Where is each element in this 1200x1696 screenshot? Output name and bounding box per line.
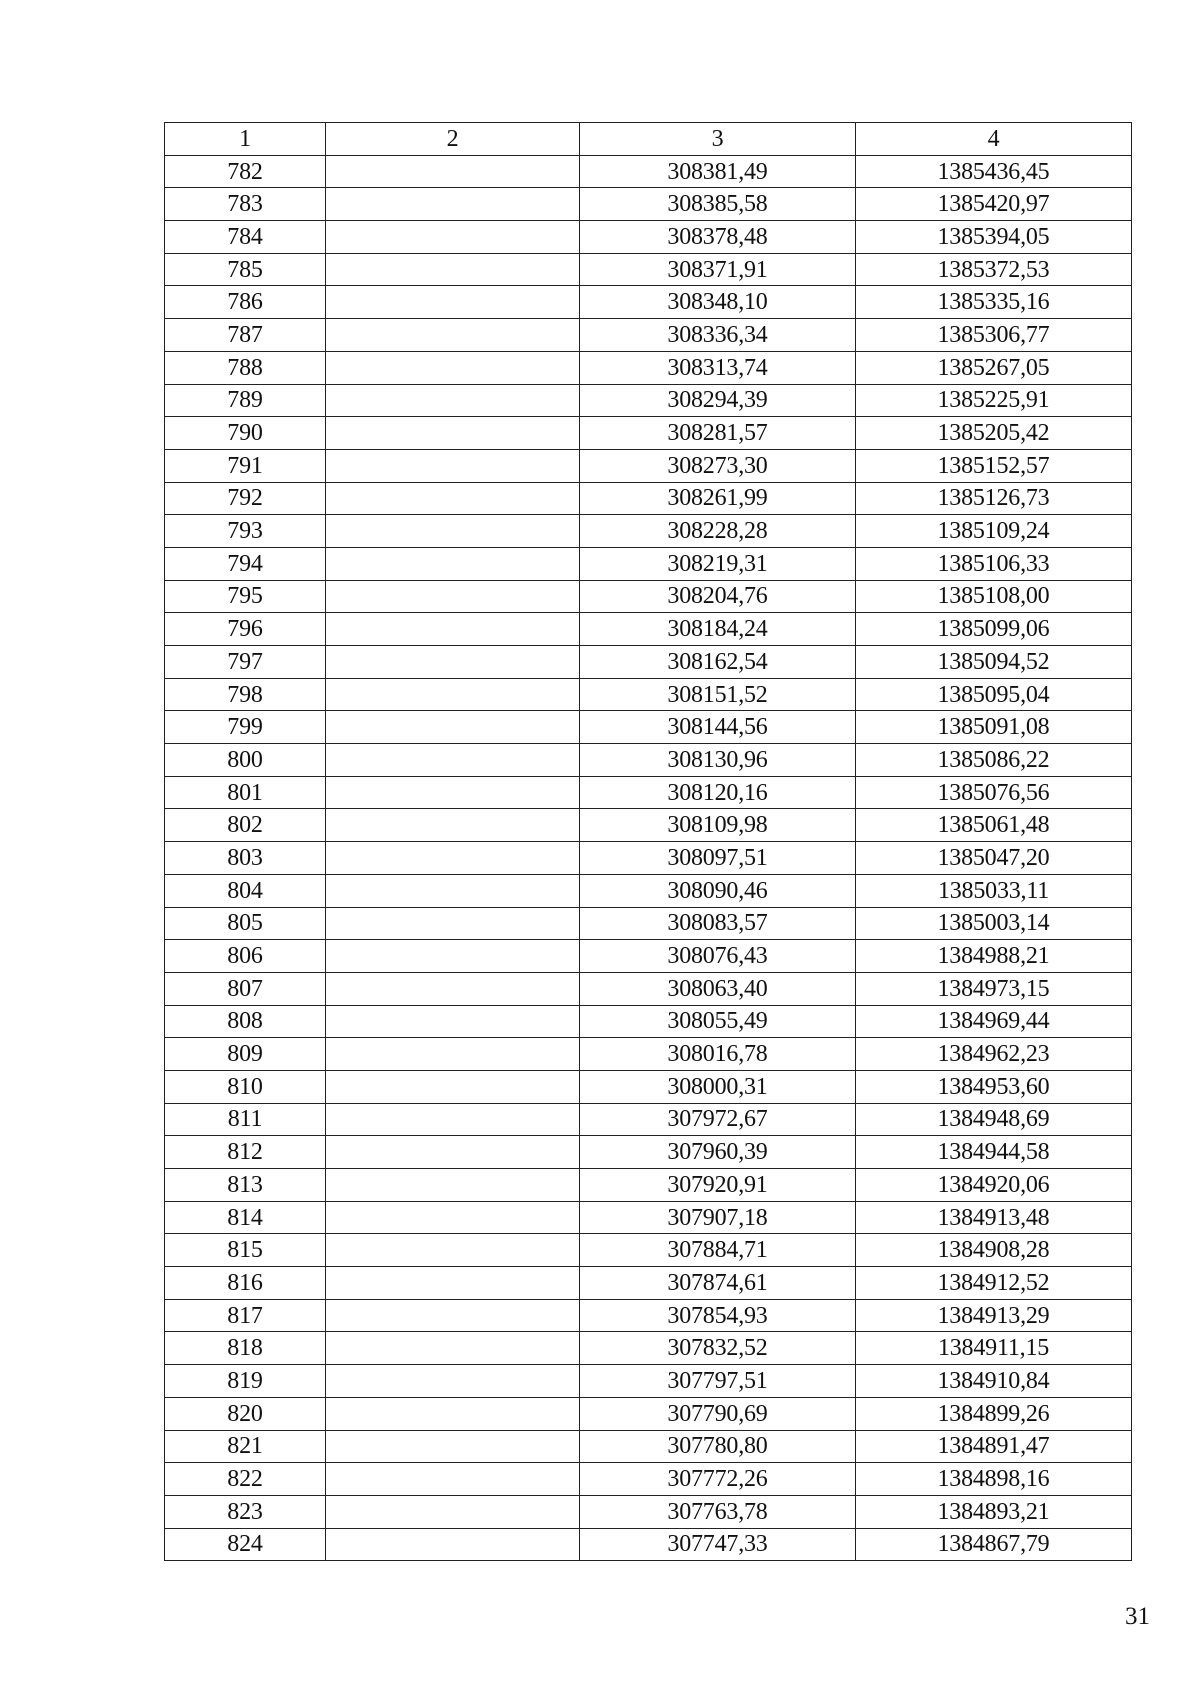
- table-row: [165, 874, 1132, 907]
- point-number-cell: 797: [165, 646, 326, 679]
- table-row: [165, 1299, 1132, 1332]
- empty-cell: [326, 1005, 580, 1038]
- empty-cell: [326, 1234, 580, 1267]
- x-coordinate-cell: 308000,31: [580, 1070, 856, 1103]
- table-row: [165, 776, 1132, 809]
- x-coordinate-cell: 308204,76: [580, 580, 856, 613]
- x-coordinate-cell: 307854,93: [580, 1299, 856, 1332]
- x-coordinate-cell: 308097,51: [580, 842, 856, 875]
- y-coordinate-cell: 1385086,22: [856, 744, 1132, 777]
- point-number-cell: 792: [165, 482, 326, 515]
- x-coordinate-cell: 307920,91: [580, 1169, 856, 1202]
- point-number-cell: 806: [165, 940, 326, 973]
- point-number-cell: 787: [165, 319, 326, 352]
- y-coordinate-cell: 1384969,44: [856, 1005, 1132, 1038]
- x-coordinate-cell: 308016,78: [580, 1038, 856, 1071]
- table-row: [165, 384, 1132, 417]
- x-coordinate-cell: 308348,10: [580, 286, 856, 319]
- x-coordinate-cell: 307763,78: [580, 1495, 856, 1528]
- table-row: [165, 1169, 1132, 1202]
- y-coordinate-cell: 1385335,16: [856, 286, 1132, 319]
- point-number-cell: 799: [165, 711, 326, 744]
- point-number-cell: 814: [165, 1201, 326, 1234]
- point-number-cell: 794: [165, 547, 326, 580]
- column-header-2: 2: [326, 123, 580, 156]
- table-row: [165, 155, 1132, 188]
- point-number-cell: 813: [165, 1169, 326, 1202]
- table-row: [165, 646, 1132, 679]
- y-coordinate-cell: 1384962,23: [856, 1038, 1132, 1071]
- table-row: [165, 972, 1132, 1005]
- x-coordinate-cell: 308273,30: [580, 449, 856, 482]
- column-header-4: 4: [856, 123, 1132, 156]
- empty-cell: [326, 744, 580, 777]
- y-coordinate-cell: 1384867,79: [856, 1528, 1132, 1561]
- y-coordinate-cell: 1385076,56: [856, 776, 1132, 809]
- y-coordinate-cell: 1384908,28: [856, 1234, 1132, 1267]
- point-number-cell: 791: [165, 449, 326, 482]
- point-number-cell: 782: [165, 155, 326, 188]
- x-coordinate-cell: 308076,43: [580, 940, 856, 973]
- point-number-cell: 803: [165, 842, 326, 875]
- x-coordinate-cell: 308162,54: [580, 646, 856, 679]
- x-coordinate-cell: 307747,33: [580, 1528, 856, 1561]
- empty-cell: [326, 940, 580, 973]
- x-coordinate-cell: 308385,58: [580, 188, 856, 221]
- empty-cell: [326, 351, 580, 384]
- point-number-cell: 789: [165, 384, 326, 417]
- empty-cell: [326, 1267, 580, 1300]
- point-number-cell: 805: [165, 907, 326, 940]
- point-number-cell: 818: [165, 1332, 326, 1365]
- table-row: [165, 286, 1132, 319]
- empty-cell: [326, 874, 580, 907]
- y-coordinate-cell: 1385095,04: [856, 678, 1132, 711]
- coordinates-table: [164, 122, 1132, 1561]
- y-coordinate-cell: 1385094,52: [856, 646, 1132, 679]
- empty-cell: [326, 678, 580, 711]
- table-row: [165, 1332, 1132, 1365]
- table-row: [165, 1397, 1132, 1430]
- x-coordinate-cell: 308228,28: [580, 515, 856, 548]
- empty-cell: [326, 1169, 580, 1202]
- column-header-1: 1: [165, 123, 326, 156]
- x-coordinate-cell: 308055,49: [580, 1005, 856, 1038]
- y-coordinate-cell: 1385047,20: [856, 842, 1132, 875]
- point-number-cell: 807: [165, 972, 326, 1005]
- point-number-cell: 808: [165, 1005, 326, 1038]
- empty-cell: [326, 286, 580, 319]
- y-coordinate-cell: 1385003,14: [856, 907, 1132, 940]
- table-row: [165, 1103, 1132, 1136]
- x-coordinate-cell: 307797,51: [580, 1365, 856, 1398]
- empty-cell: [326, 613, 580, 646]
- empty-cell: [326, 253, 580, 286]
- point-number-cell: 795: [165, 580, 326, 613]
- table-row: [165, 907, 1132, 940]
- x-coordinate-cell: 308090,46: [580, 874, 856, 907]
- y-coordinate-cell: 1385033,11: [856, 874, 1132, 907]
- x-coordinate-cell: 307972,67: [580, 1103, 856, 1136]
- table-row: [165, 221, 1132, 254]
- point-number-cell: 786: [165, 286, 326, 319]
- y-coordinate-cell: 1384988,21: [856, 940, 1132, 973]
- point-number-cell: 810: [165, 1070, 326, 1103]
- table-row: [165, 351, 1132, 384]
- x-coordinate-cell: 308109,98: [580, 809, 856, 842]
- empty-cell: [326, 1299, 580, 1332]
- x-coordinate-cell: 307772,26: [580, 1463, 856, 1496]
- table-row: [165, 253, 1132, 286]
- point-number-cell: 823: [165, 1495, 326, 1528]
- y-coordinate-cell: 1385109,24: [856, 515, 1132, 548]
- table-row: [165, 678, 1132, 711]
- empty-cell: [326, 809, 580, 842]
- empty-cell: [326, 972, 580, 1005]
- table-row: [165, 809, 1132, 842]
- y-coordinate-cell: 1384948,69: [856, 1103, 1132, 1136]
- table-row: [165, 417, 1132, 450]
- table-row: [165, 547, 1132, 580]
- point-number-cell: 817: [165, 1299, 326, 1332]
- empty-cell: [326, 842, 580, 875]
- empty-cell: [326, 711, 580, 744]
- point-number-cell: 788: [165, 351, 326, 384]
- y-coordinate-cell: 1384899,26: [856, 1397, 1132, 1430]
- empty-cell: [326, 1201, 580, 1234]
- table-row: [165, 1070, 1132, 1103]
- y-coordinate-cell: 1384911,15: [856, 1332, 1132, 1365]
- y-coordinate-cell: 1385420,97: [856, 188, 1132, 221]
- x-coordinate-cell: 308219,31: [580, 547, 856, 580]
- x-coordinate-cell: 308313,74: [580, 351, 856, 384]
- empty-cell: [326, 1365, 580, 1398]
- y-coordinate-cell: 1385436,45: [856, 155, 1132, 188]
- empty-cell: [326, 417, 580, 450]
- empty-cell: [326, 646, 580, 679]
- table-row: [165, 711, 1132, 744]
- table-body: [165, 155, 1132, 1561]
- y-coordinate-cell: 1384953,60: [856, 1070, 1132, 1103]
- y-coordinate-cell: 1385106,33: [856, 547, 1132, 580]
- table-row: [165, 1528, 1132, 1561]
- x-coordinate-cell: 307884,71: [580, 1234, 856, 1267]
- table-row: [165, 1463, 1132, 1496]
- table-row: [165, 580, 1132, 613]
- y-coordinate-cell: 1384920,06: [856, 1169, 1132, 1202]
- point-number-cell: 816: [165, 1267, 326, 1300]
- point-number-cell: 811: [165, 1103, 326, 1136]
- y-coordinate-cell: 1384898,16: [856, 1463, 1132, 1496]
- y-coordinate-cell: 1385099,06: [856, 613, 1132, 646]
- y-coordinate-cell: 1384912,52: [856, 1267, 1132, 1300]
- empty-cell: [326, 1495, 580, 1528]
- point-number-cell: 820: [165, 1397, 326, 1430]
- y-coordinate-cell: 1385267,05: [856, 351, 1132, 384]
- y-coordinate-cell: 1384944,58: [856, 1136, 1132, 1169]
- point-number-cell: 804: [165, 874, 326, 907]
- table-row: [165, 1136, 1132, 1169]
- empty-cell: [326, 907, 580, 940]
- y-coordinate-cell: 1385091,08: [856, 711, 1132, 744]
- table-row: [165, 744, 1132, 777]
- column-header-3: 3: [580, 123, 856, 156]
- point-number-cell: 790: [165, 417, 326, 450]
- x-coordinate-cell: 308184,24: [580, 613, 856, 646]
- y-coordinate-cell: 1384891,47: [856, 1430, 1132, 1463]
- y-coordinate-cell: 1385126,73: [856, 482, 1132, 515]
- x-coordinate-cell: 308063,40: [580, 972, 856, 1005]
- point-number-cell: 824: [165, 1528, 326, 1561]
- empty-cell: [326, 776, 580, 809]
- empty-cell: [326, 319, 580, 352]
- table-row: [165, 515, 1132, 548]
- y-coordinate-cell: 1385152,57: [856, 449, 1132, 482]
- point-number-cell: 783: [165, 188, 326, 221]
- empty-cell: [326, 515, 580, 548]
- y-coordinate-cell: 1385061,48: [856, 809, 1132, 842]
- table-row: [165, 1365, 1132, 1398]
- x-coordinate-cell: 308381,49: [580, 155, 856, 188]
- table-row: [165, 1495, 1132, 1528]
- empty-cell: [326, 1430, 580, 1463]
- point-number-cell: 812: [165, 1136, 326, 1169]
- x-coordinate-cell: 308151,52: [580, 678, 856, 711]
- empty-cell: [326, 1397, 580, 1430]
- x-coordinate-cell: 307832,52: [580, 1332, 856, 1365]
- empty-cell: [326, 547, 580, 580]
- header-row: [165, 123, 1132, 156]
- point-number-cell: 822: [165, 1463, 326, 1496]
- table-row: [165, 449, 1132, 482]
- empty-cell: [326, 188, 580, 221]
- point-number-cell: 821: [165, 1430, 326, 1463]
- table-row: [165, 1038, 1132, 1071]
- empty-cell: [326, 1332, 580, 1365]
- point-number-cell: 785: [165, 253, 326, 286]
- y-coordinate-cell: 1385225,91: [856, 384, 1132, 417]
- empty-cell: [326, 580, 580, 613]
- x-coordinate-cell: 307907,18: [580, 1201, 856, 1234]
- point-number-cell: 784: [165, 221, 326, 254]
- point-number-cell: 809: [165, 1038, 326, 1071]
- x-coordinate-cell: 308144,56: [580, 711, 856, 744]
- y-coordinate-cell: 1385108,00: [856, 580, 1132, 613]
- x-coordinate-cell: 308294,39: [580, 384, 856, 417]
- table-row: [165, 1430, 1132, 1463]
- empty-cell: [326, 1528, 580, 1561]
- x-coordinate-cell: 307790,69: [580, 1397, 856, 1430]
- x-coordinate-cell: 307780,80: [580, 1430, 856, 1463]
- table-row: [165, 1005, 1132, 1038]
- table-row: [165, 482, 1132, 515]
- x-coordinate-cell: 308261,99: [580, 482, 856, 515]
- empty-cell: [326, 1070, 580, 1103]
- empty-cell: [326, 482, 580, 515]
- point-number-cell: 798: [165, 678, 326, 711]
- y-coordinate-cell: 1384913,48: [856, 1201, 1132, 1234]
- x-coordinate-cell: 308120,16: [580, 776, 856, 809]
- x-coordinate-cell: 308281,57: [580, 417, 856, 450]
- y-coordinate-cell: 1385372,53: [856, 253, 1132, 286]
- table-header: [165, 123, 1132, 156]
- x-coordinate-cell: 308336,34: [580, 319, 856, 352]
- page-number: 31: [1125, 1603, 1150, 1630]
- point-number-cell: 801: [165, 776, 326, 809]
- point-number-cell: 796: [165, 613, 326, 646]
- table-row: [165, 613, 1132, 646]
- x-coordinate-cell: 308378,48: [580, 221, 856, 254]
- x-coordinate-cell: 308371,91: [580, 253, 856, 286]
- point-number-cell: 802: [165, 809, 326, 842]
- y-coordinate-cell: 1384973,15: [856, 972, 1132, 1005]
- empty-cell: [326, 449, 580, 482]
- x-coordinate-cell: 307960,39: [580, 1136, 856, 1169]
- y-coordinate-cell: 1385306,77: [856, 319, 1132, 352]
- point-number-cell: 800: [165, 744, 326, 777]
- table-row: [165, 1201, 1132, 1234]
- empty-cell: [326, 1038, 580, 1071]
- empty-cell: [326, 1463, 580, 1496]
- table-row: [165, 319, 1132, 352]
- y-coordinate-cell: 1385394,05: [856, 221, 1132, 254]
- y-coordinate-cell: 1384893,21: [856, 1495, 1132, 1528]
- empty-cell: [326, 1103, 580, 1136]
- x-coordinate-cell: 307874,61: [580, 1267, 856, 1300]
- point-number-cell: 815: [165, 1234, 326, 1267]
- table-row: [165, 940, 1132, 973]
- table-row: [165, 188, 1132, 221]
- table-row: [165, 1234, 1132, 1267]
- empty-cell: [326, 1136, 580, 1169]
- x-coordinate-cell: 308130,96: [580, 744, 856, 777]
- point-number-cell: 819: [165, 1365, 326, 1398]
- point-number-cell: 793: [165, 515, 326, 548]
- empty-cell: [326, 221, 580, 254]
- empty-cell: [326, 155, 580, 188]
- table-row: [165, 842, 1132, 875]
- table-row: [165, 1267, 1132, 1300]
- x-coordinate-cell: 308083,57: [580, 907, 856, 940]
- y-coordinate-cell: 1384913,29: [856, 1299, 1132, 1332]
- y-coordinate-cell: 1385205,42: [856, 417, 1132, 450]
- y-coordinate-cell: 1384910,84: [856, 1365, 1132, 1398]
- empty-cell: [326, 384, 580, 417]
